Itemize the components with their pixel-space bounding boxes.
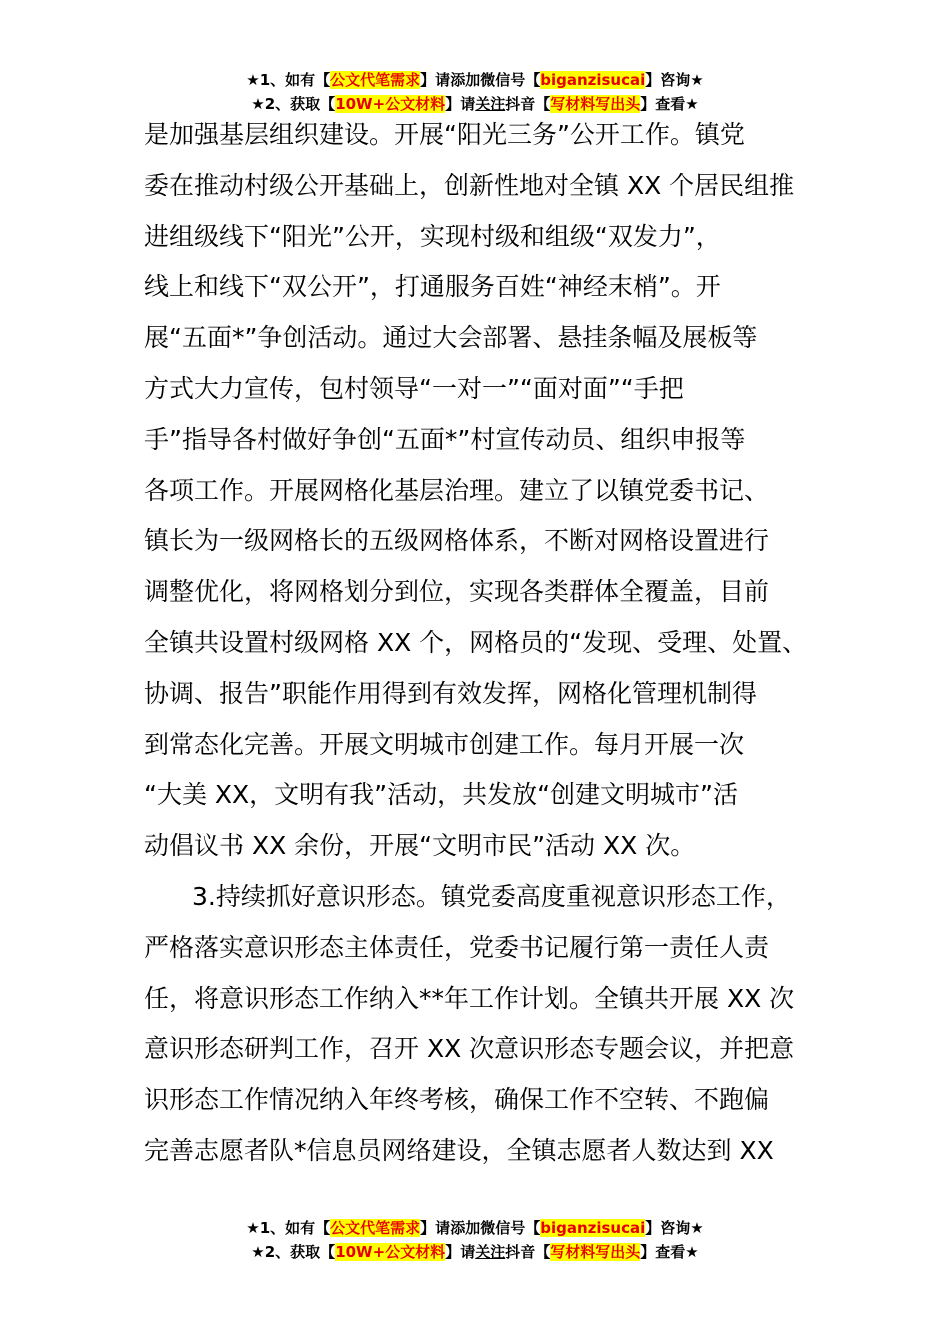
banner-highlight-service: 公文代笔需求	[330, 1219, 421, 1237]
banner-text: 】咨询★	[645, 1219, 704, 1237]
body-line: 完善志愿者队*信息员网络建设，全镇志愿者人数达到 XX	[144, 1135, 774, 1165]
banner-text: 抖音【	[505, 1243, 551, 1261]
banner-line-2	[0, 1240, 950, 1264]
banner-text: ★1、如有【	[246, 1219, 331, 1237]
banner-text: 】请	[445, 95, 476, 113]
header-banner	[0, 68, 950, 116]
body-line: 到常态化完善。开展文明城市创建工作。每月开展一次	[144, 729, 745, 759]
body-line: 委在推动村级公开基础上，创新性地对全镇 XX 个居民组推	[144, 170, 795, 200]
body-line: 手”指导各村做好争创“五面*”村宣传动员、组织申报等	[144, 424, 746, 454]
body-line: 意识形态研判工作，召开 XX 次意识形态专题会议，并把意	[144, 1034, 795, 1064]
banner-emphasis: 关注	[475, 1243, 506, 1261]
banner-line-1	[0, 1216, 950, 1240]
banner-text: 】咨询★	[645, 71, 704, 89]
banner-emphasis: 添加	[450, 1219, 481, 1237]
footer-banner	[0, 1216, 950, 1264]
body-line: 方式大力宣传，包村领导“一对一”“面对面”“手把	[144, 373, 684, 403]
banner-text: 微信号【	[480, 1219, 541, 1237]
body-line: 调整优化，将网格划分到位，实现各类群体全覆盖，目前	[144, 577, 770, 607]
banner-line-1	[0, 68, 950, 92]
body-line: 动倡议书 XX 余份，开展“文明市民”活动 XX 次。	[144, 831, 696, 861]
banner-highlight-douyin-id: 写材料写出头	[550, 95, 641, 113]
banner-emphasis: 关注	[475, 95, 506, 113]
banner-text: 】请	[420, 71, 451, 89]
banner-text: 微信号【	[480, 71, 541, 89]
body-line: 展“五面*”争创活动。通过大会部署、悬挂条幅及展板等	[144, 323, 758, 353]
body-line: 进组级线下“阳光”公开，实现村级和组级“双发力”，	[144, 221, 721, 251]
body-line: 协调、报告”职能作用得到有效发挥，网格化管理机制得	[144, 678, 757, 708]
body-line: “大美 XX，文明有我”活动，共发放“创建文明城市”活	[144, 780, 739, 810]
banner-highlight-wechat-id: biganzisucai	[540, 71, 646, 89]
banner-emphasis: 添加	[450, 71, 481, 89]
banner-text: 抖音【	[505, 95, 551, 113]
banner-highlight-wechat-id: biganzisucai	[540, 1219, 646, 1237]
banner-highlight-service: 公文代笔需求	[330, 71, 421, 89]
banner-highlight-materials: 10W+公文材料	[335, 95, 446, 113]
banner-text: 】请	[445, 1243, 476, 1261]
banner-text: ★1、如有【	[246, 71, 331, 89]
banner-text: 】查看★	[640, 1243, 699, 1261]
section-heading-line: 3.持续抓好意识形态。镇党委高度重视意识形态工作，	[192, 881, 791, 911]
body-line: 任，将意识形态工作纳入**年工作计划。全镇共开展 XX 次	[144, 983, 795, 1013]
banner-highlight-douyin-id: 写材料写出头	[550, 1243, 641, 1261]
body-line: 严格落实意识形态主体责任，党委书记履行第一责任人责	[144, 932, 770, 962]
banner-text: 】查看★	[640, 95, 699, 113]
body-line: 各项工作。开展网格化基层治理。建立了以镇党委书记、	[144, 475, 770, 505]
body-line: 是加强基层组织建设。开展“阳光三务”公开工作。镇党	[144, 120, 745, 149]
banner-text: ★2、获取【	[251, 95, 336, 113]
document-body	[144, 110, 834, 1177]
body-line: 镇长为一级网格长的五级网格体系，不断对网格设置进行	[144, 526, 770, 556]
banner-text: ★2、获取【	[251, 1243, 336, 1261]
banner-text: 】请	[420, 1219, 451, 1237]
body-line: 线上和线下“双公开”，打通服务百姓“神经末梢”。开	[144, 272, 721, 302]
banner-highlight-materials: 10W+公文材料	[335, 1243, 446, 1261]
body-line: 识形态工作情况纳入年终考核，确保工作不空转、不跑偏	[144, 1085, 770, 1115]
body-line: 全镇共设置村级网格 XX 个，网格员的“发现、受理、处置、	[144, 627, 808, 657]
